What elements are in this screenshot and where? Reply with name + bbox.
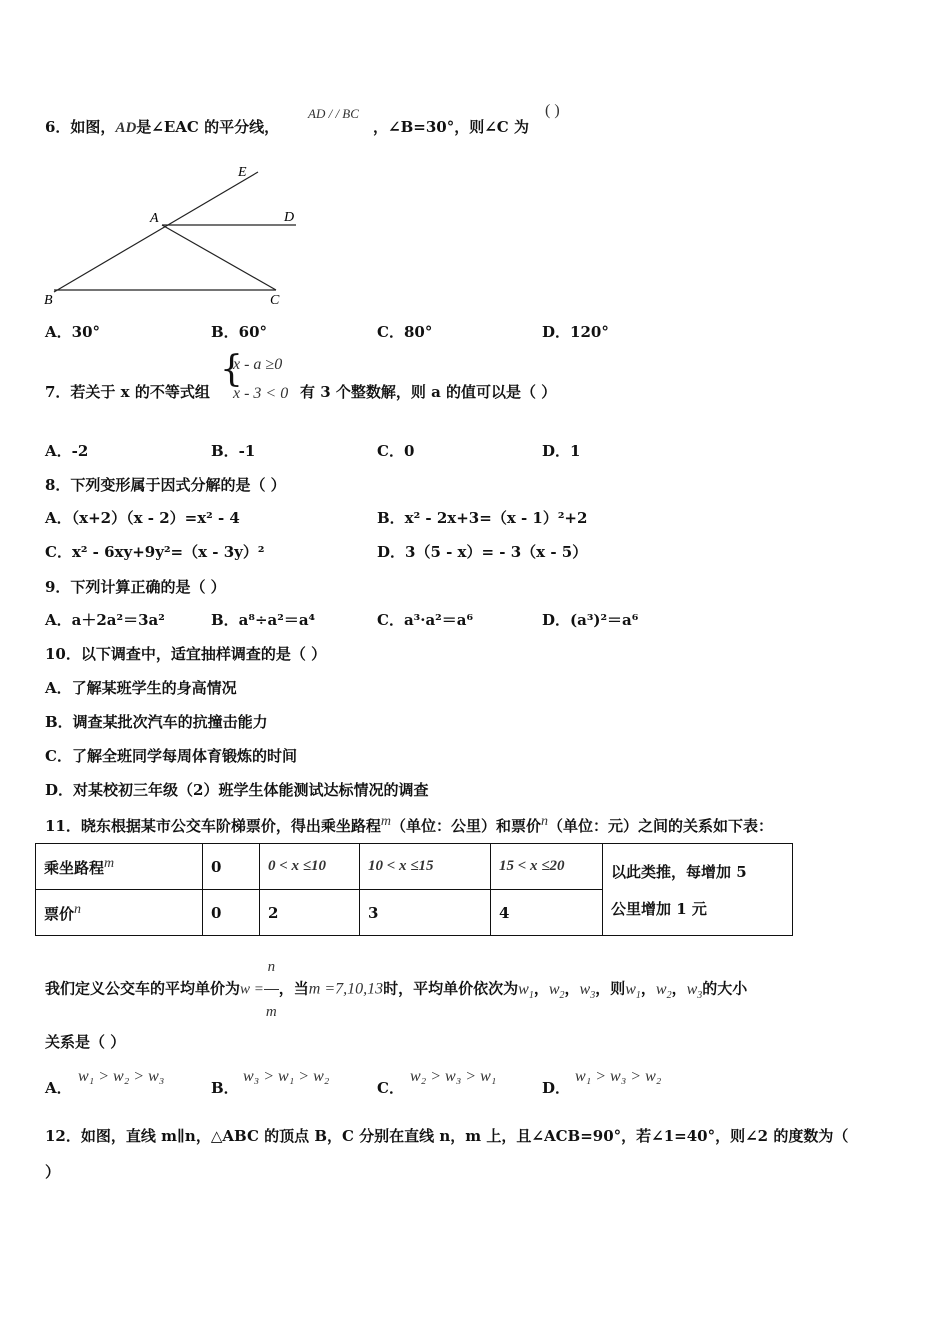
q6-stem: 6．如图，AD是∠EAC 的平分线，: [45, 118, 280, 136]
q11-option-d-label[interactable]: D．: [542, 1079, 571, 1097]
q9-stem: 9．下列计算正确的是（ ）: [45, 578, 226, 596]
q8-stem: 8．下列变形属于因式分解的是（ ）: [45, 476, 286, 494]
q6-option-b[interactable]: B．60°: [211, 323, 268, 341]
table-cell: 15 < x ≤20: [491, 844, 603, 890]
table-cell: 0: [203, 890, 260, 936]
q7-ineq-1: x - a ≥0: [233, 356, 283, 373]
table-cell: 10 < x ≤15: [360, 844, 491, 890]
label-c: C: [270, 293, 280, 308]
q9-option-c[interactable]: C．a³·a²＝a⁶: [377, 611, 474, 629]
q8-option-c[interactable]: C．x² - 6xy+9y²=（x - 3y）²: [45, 543, 265, 561]
q7-option-c[interactable]: C．0: [377, 442, 415, 460]
q6-figure: [40, 160, 310, 310]
q11-option-b-label[interactable]: B．: [211, 1079, 239, 1097]
line-ac: [162, 225, 276, 290]
q12-stem-line1: 12．如图，直线 m∥n，△ABC 的顶点 B，C 分别在直线 n，m 上，且∠ACB=90°，若∠1=40°，则∠2 的度数为（: [45, 1127, 849, 1145]
table-cell: 3: [360, 890, 491, 936]
q10-option-b[interactable]: B．调查某批次汽车的抗撞击能力: [45, 713, 268, 731]
q6-stem-tail: ，∠B=30°，则∠C 为: [373, 118, 529, 136]
q10-stem: 10．以下调查中，适宜抽样调查的是（ ）: [45, 645, 327, 663]
q9-option-b[interactable]: B．a⁸÷a²＝a⁴: [211, 611, 316, 629]
table-cell: 4: [491, 890, 603, 936]
q6-option-c[interactable]: C．80°: [377, 323, 433, 341]
label-e: E: [238, 165, 247, 180]
label-d: D: [284, 210, 295, 225]
q12-stem-line2: ）: [45, 1163, 61, 1181]
q11-option-c-expr[interactable]: w₂ > w₃ > w₁: [410, 1068, 497, 1085]
table-cell: 0 < x ≤10: [260, 844, 360, 890]
q11-option-b-expr[interactable]: w₃ > w₁ > w₂: [243, 1068, 330, 1085]
q7-stem-tail: 有 3 个整数解，则 a 的值可以是（ ）: [300, 383, 557, 401]
label-a: A: [150, 211, 159, 226]
q7-option-a[interactable]: A．-2: [45, 442, 89, 460]
q7-stem: 7．若关于 x 的不等式组: [45, 383, 210, 401]
q10-option-a[interactable]: A．了解某班学生的身高情况: [45, 679, 237, 697]
table-cell: 票价$^n$: [36, 890, 203, 936]
q8-option-a[interactable]: A．（x+2）（x - 2）=x² - 4: [45, 509, 240, 527]
q7-option-d[interactable]: D．1: [542, 442, 581, 460]
line-be: [54, 172, 258, 292]
table-cell: 2: [260, 890, 360, 936]
q8-option-b[interactable]: B．x² - 2x+3=（x - 1）²+2: [377, 509, 588, 527]
table-row: [36, 844, 793, 890]
q6-parallel-expr: AD / / BC: [308, 106, 359, 121]
q11-option-a-label[interactable]: A．: [45, 1079, 72, 1097]
q7-brace: {: [220, 349, 243, 390]
q11-definition: 我们定义公交车的平均单价为w = $\frac{n}{m}$ ，当m =7,10,13时，平均单价依次为$w_1$，$w_2$，$w_3$，则$w_1$，$w_2$，$w_3$的大小: [45, 945, 747, 1034]
q9-option-a[interactable]: A．a＋2a²＝3a²: [45, 611, 165, 629]
q6-option-a[interactable]: A．30°: [45, 323, 101, 341]
q10-option-d[interactable]: D．对某校初三年级（2）班学生体能测试达标情况的调查: [45, 781, 429, 799]
q11-stem-end: 关系是（ ）: [45, 1033, 126, 1051]
q10-option-c[interactable]: C．了解全班同学每周体育锻炼的时间: [45, 747, 297, 765]
q11-stem: 11．晓东根据某市公交车阶梯票价，得出乘坐路程$^m$（单位：公里）和票价$^n$（单位：元）之间的关系如下表：: [45, 814, 774, 835]
table-cell: 0: [203, 844, 260, 890]
q7-ineq-2: x - 3 < 0: [233, 385, 289, 402]
q6-answer-paren: ( ): [545, 102, 560, 119]
fare-table: [35, 843, 793, 936]
q7-option-b[interactable]: B．-1: [211, 442, 256, 460]
q11-option-c-label[interactable]: C．: [377, 1079, 404, 1097]
q11-option-a-expr[interactable]: w₁ > w₂ > w₃: [78, 1068, 165, 1085]
q8-option-d[interactable]: D．3（5 - x）= - 3（x - 5）: [377, 543, 588, 561]
label-b: B: [44, 293, 53, 308]
fraction-n-over-m: $\frac{n}{m}$: [264, 945, 279, 1034]
q11-option-d-expr[interactable]: w₁ > w₃ > w₂: [575, 1068, 662, 1085]
table-note: 以此类推，每增加 5 公里增加 1 元: [603, 844, 793, 936]
q6-option-d[interactable]: D．120°: [542, 323, 609, 341]
table-cell: 乘坐路程$^m$: [36, 844, 203, 890]
q9-option-d[interactable]: D．(a³)²＝a⁶: [542, 611, 639, 629]
